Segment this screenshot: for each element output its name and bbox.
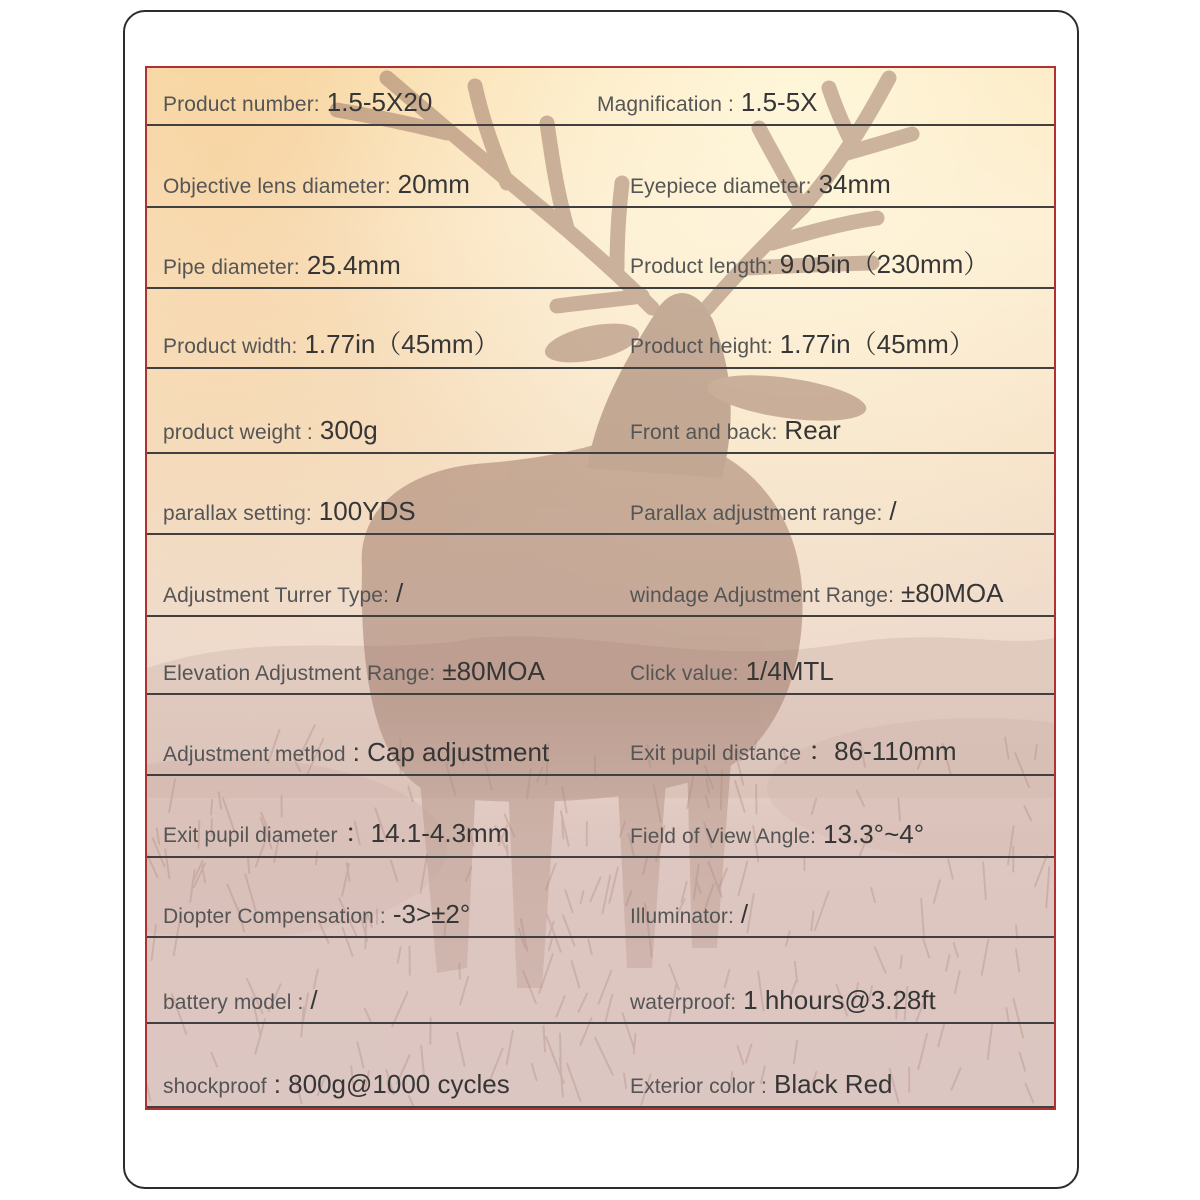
spec-row	[147, 776, 1054, 858]
spec-value: : 800g@1000 cycles	[273, 1069, 510, 1099]
spec-cell-right	[630, 819, 924, 850]
spec-cell-right	[630, 731, 957, 768]
spec-cell-left	[163, 250, 401, 281]
spec-cell-left	[163, 324, 500, 361]
spec-label: Product width:	[163, 335, 298, 358]
spec-label: Pipe diameter:	[163, 256, 300, 279]
spec-label: Illuminator:	[630, 905, 734, 928]
spec-value: 25.4mm	[306, 250, 401, 280]
spec-cell-right	[630, 656, 834, 687]
spec-value: Rear	[784, 415, 841, 445]
spec-value: 1.77in（45mm）	[304, 329, 500, 359]
spec-value: 1.77in（45mm）	[779, 329, 975, 359]
spec-cell-right	[597, 87, 818, 118]
spec-label: Exterior color :	[630, 1075, 767, 1098]
spec-label: Magnification :	[597, 93, 734, 116]
spec-label: Exit pupil diameter	[163, 824, 338, 847]
spec-label: Exit pupil distance	[630, 742, 802, 765]
spec-cell-right	[630, 1069, 892, 1100]
spec-label: Adjustment Turrer Type:	[163, 584, 390, 607]
spec-cell-right	[630, 415, 841, 446]
spec-label: Front and back:	[630, 421, 778, 444]
spec-cell-right	[630, 985, 936, 1016]
spec-row	[147, 1024, 1054, 1108]
spec-value: 9.05in（230mm）	[779, 249, 990, 279]
spec-label: Product number:	[163, 93, 320, 116]
spec-cell-left	[163, 985, 318, 1016]
spec-value: 13.3°~4°	[823, 819, 925, 849]
spec-label: Eyepiece diameter:	[630, 175, 812, 198]
spec-row	[147, 858, 1054, 938]
spec-cell-left	[163, 415, 378, 446]
spec-value: 300g	[319, 415, 378, 445]
spec-cell-left	[163, 813, 509, 850]
spec-label: Adjustment method	[163, 743, 346, 766]
spec-value: ±80MOA	[901, 578, 1004, 608]
spec-value: ±80MOA	[442, 656, 545, 686]
spec-label: Elevation Adjustment Range:	[163, 662, 436, 685]
spec-cell-left	[163, 899, 470, 930]
spec-row	[147, 289, 1054, 369]
spec-label: Click value:	[630, 662, 739, 685]
spec-cell-right	[630, 324, 975, 361]
spec-rows	[147, 68, 1054, 1108]
spec-value: Black Red	[773, 1069, 893, 1099]
spec-row	[147, 208, 1054, 289]
spec-label: Objective lens diameter:	[163, 175, 391, 198]
spec-cell-left	[163, 496, 416, 527]
spec-value: 20mm	[397, 169, 470, 199]
spec-value: 1.5-5X	[740, 87, 818, 117]
spec-cell-right	[630, 496, 897, 527]
spec-label: parallax setting:	[163, 502, 312, 525]
spec-label: waterproof:	[630, 991, 737, 1014]
spec-label: product weight :	[163, 421, 313, 444]
spec-label: windage Adjustment Range:	[630, 584, 895, 607]
spec-value: 1/4MTL	[745, 656, 834, 686]
spec-value: : Cap adjustment	[352, 737, 550, 767]
spec-label: Diopter Compensation :	[163, 905, 386, 928]
spec-row	[147, 695, 1054, 776]
spec-table	[145, 66, 1056, 1110]
spec-cell-left	[163, 578, 403, 609]
spec-cell-left	[163, 656, 545, 687]
spec-cell-left	[163, 169, 470, 200]
spec-label: shockproof	[163, 1075, 267, 1098]
spec-cell-left	[163, 1069, 510, 1100]
spec-label: Product height:	[630, 335, 773, 358]
spec-value: ：86-110mm	[808, 736, 957, 766]
spec-label: Field of View Angle:	[630, 825, 817, 848]
spec-cell-right	[630, 899, 748, 930]
spec-value: /	[396, 578, 404, 608]
spec-value: /	[740, 899, 749, 929]
spec-row	[147, 369, 1054, 454]
spec-value: ：14.1-4.3mm	[344, 818, 510, 848]
spec-value: /	[889, 496, 897, 526]
spec-value: 1 hhours@3.28ft	[743, 985, 936, 1015]
spec-label: battery model :	[163, 991, 304, 1014]
spec-cell-right	[630, 578, 1003, 609]
spec-value: 34mm	[818, 169, 891, 199]
spec-row	[147, 126, 1054, 208]
spec-value: /	[310, 985, 318, 1015]
spec-cell-left	[163, 737, 549, 768]
spec-value: 1.5-5X20	[326, 87, 433, 117]
spec-row	[147, 68, 1054, 126]
spec-row	[147, 535, 1054, 617]
spec-label: Parallax adjustment range:	[630, 502, 883, 525]
spec-row	[147, 454, 1054, 535]
spec-value: -3>±2°	[392, 899, 471, 929]
spec-cell-right	[630, 244, 989, 281]
spec-row	[147, 938, 1054, 1024]
spec-cell-right	[630, 169, 891, 200]
spec-value: 100YDS	[318, 496, 416, 526]
spec-row	[147, 617, 1054, 695]
spec-cell-left	[163, 87, 432, 118]
spec-label: Product length:	[630, 255, 773, 278]
